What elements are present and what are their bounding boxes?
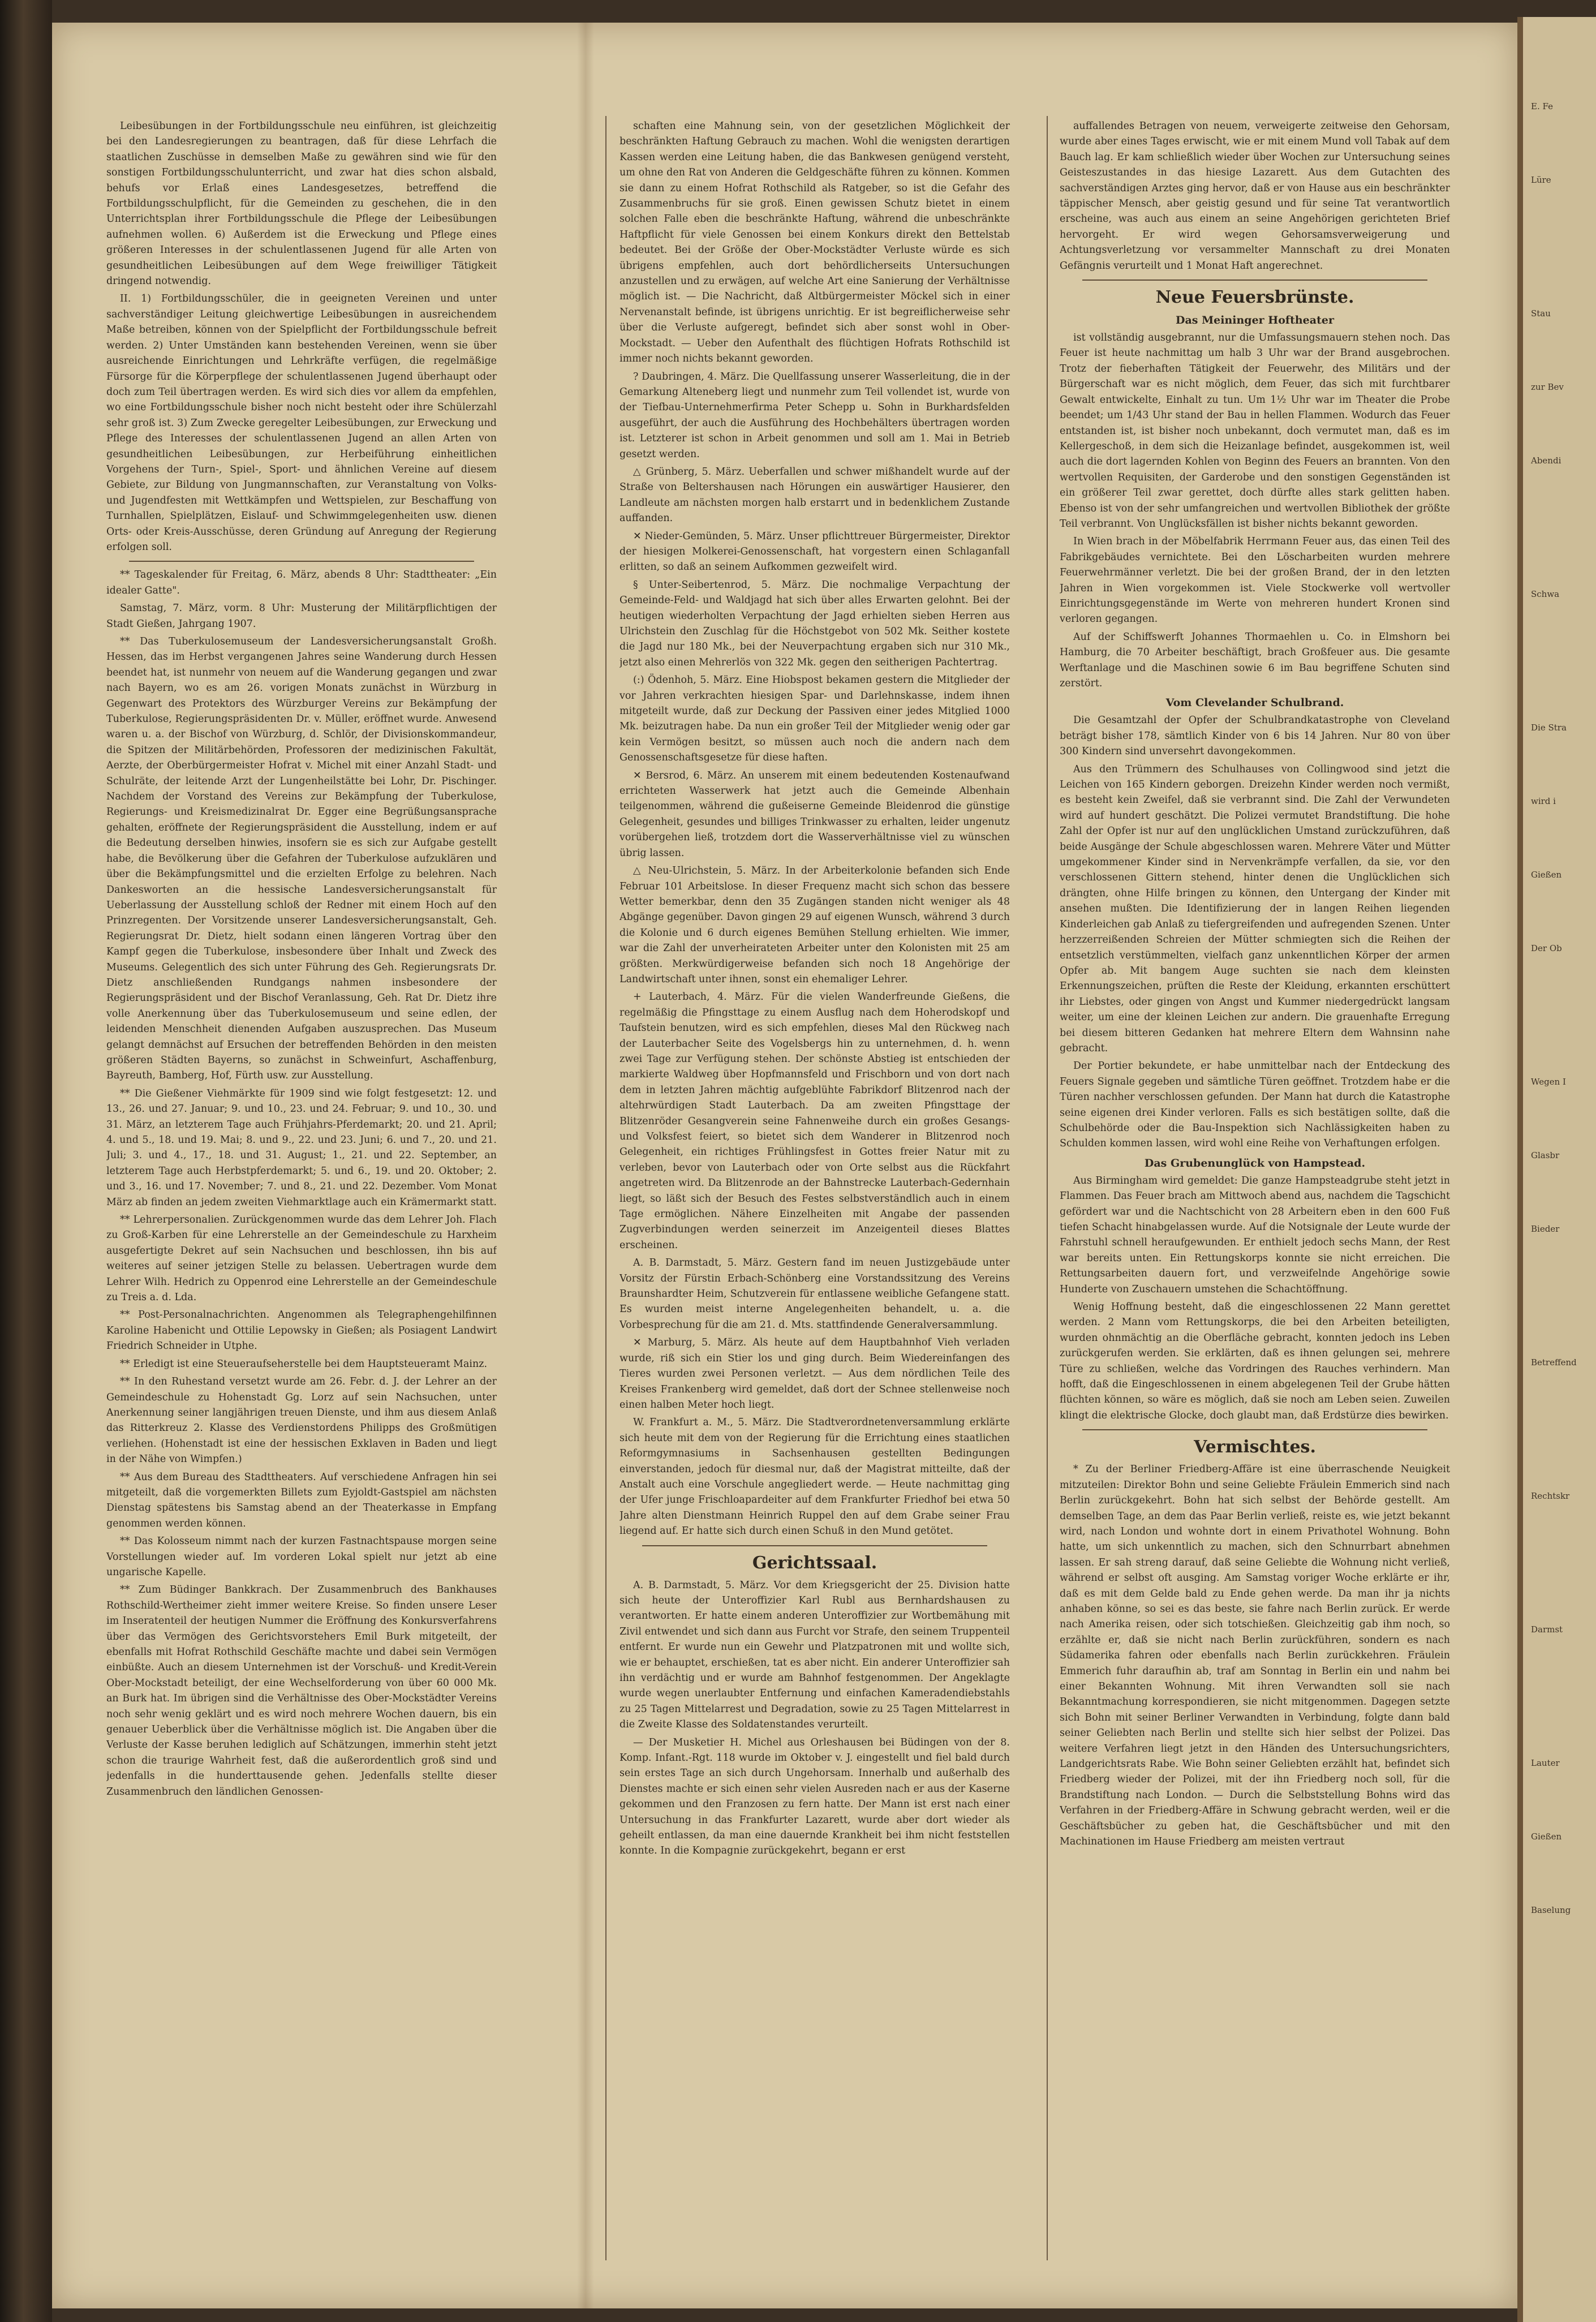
article-leibesuebungen: Leibesübungen in der Fortbildungsschule neu einführen, ist gleichzeitig bei den Landesregierungen zu beantragen, daß für diese Lehrfach die staatlichen Zuschüsse in demselben Maße zu gewähren sind wie für den sonstigen Fortbildungsschulunterricht, und zwar hat dies schon alsbald, behufs vor Erlaß eines Landesgesetzes, betreffend die Fortbildungsschulpflicht, für die Gemeinden zu geschehen, die in den Unterrichtsplan ihrer Fortbildungsschule die Pflege der Leibesübungen aufnehmen wollen. 6) Außerdem ist die Erweckung und Pflege eines größeren Interesses in der schulentlassenen Jugend für alle Arten von gesundheitlichen Leibesübungen auf dem Wege freiwilliger Tätigkeit dringend notwendig. (106, 121, 497, 287)
adjacent-page-fragment (1523, 1693, 1596, 1696)
column-1 (106, 119, 497, 2258)
article-cleveland-1: Die Gesamtzahl der Opfer der Schulbrandkatastrophe von Cleveland beträgt bisher 178, sämtlich Kinder von 6 bis 14 Jahren. Nur 80 von über 300 Kindern sind unversehrt davongekommen. (1060, 715, 1450, 758)
article-neu-ulrichstein: △ Neu-Ulrichstein, 5. März. In der Arbeiterkolonie befanden sich Ende Februar 101 Arbeitslose. In dieser Frequenz macht sich schon das bessere Wetter bemerkbar, denn den 35 Zugängen standen nicht weniger als 48 Abgänge gegenüber. Davon gingen 29 auf eigenen Wunsch, während 3 durch die Kolonie und 6 durch eigenes Bemühen Stellung erhielten. Wie immer, war die Zahl der unverheirateten Arbeiter unter den Kolonisten mit 25 am größten. Merkwürdigerweise befanden sich noch 18 Angehörige der Landwirtschaft unter ihnen, sonst ein ehemaliger Lehrer. (620, 865, 1010, 985)
article-cleveland-2: Aus den Trümmern des Schulhauses von Collingwood sind jetzt die Leichen von 165 Kindern geborgen. Dreizehn Kinder werden noch vermißt, es besteht kein Zweifel, daß sie verbrannt sind. Die Zahl der Verwundeten wird auf hundert geschätzt. Die Polizei vermutet Brandstiftung. Die hohe Zahl der Opfer ist nur auf den unglücklichen Umstand zurückzuführen, daß beide Ausgänge der Schule abgeschlossen waren. Mehrere Väter und Mütter umgekommener Kinder sind in Nervenkrämpfe verfallen, da sie, vor den verschlossenen Gittern stehend, hinter denen die Unglücklichen sich drängten, ohne Hilfe bringen zu können, den Untergang der Kinder mit ansehen mußten. Die Identifizierung der in langen Reihen liegenden Kinderleichen gab Anlaß zu tiefergreifenden und aufregenden Szenen. Unter herzzerreißenden Schreien der Mütter schmiegten sich die Reihen der entsetzlich verstümmelten, vielfach ganz unkenntlichen Körper der armen Opfer ab. Mit bangem Auge suchten sie nach dem kleinsten Erkennungszeichen, prüften die Reste der Kleidung, erkannten erschüttert ihr Liebstes, oder gingen von Angst und Kummer niedergedrückt langsam weiter, um eine der kleinen Leichen zur andern. Die grauenhafte Erregung bei diesem bitteren Gedanken hat mehrere Eltern dem Wahnsinn nahe gebracht. (1060, 763, 1450, 1054)
notice-tageskalender: ** Tageskalender für Freitag, 6. März, abends 8 Uhr: Stadttheater: „Ein idealer Gatte". (106, 569, 497, 596)
adjacent-page-fragment: Stau (1531, 308, 1551, 319)
separator (642, 1545, 987, 1546)
separator (1082, 280, 1427, 281)
adjacent-page-fragment: Lauter (1531, 1758, 1560, 1768)
adjacent-page-fragment: Die Stra (1531, 723, 1567, 733)
adjacent-page-fragment: Baselung (1531, 1905, 1571, 1915)
column-2 (620, 119, 1010, 2258)
column-3 (1060, 119, 1450, 2258)
adjacent-page-fragment: Betreffend (1531, 1357, 1577, 1368)
article-nieder-gemuenden: ✕ Nieder-Gemünden, 5. März. Unser pflichttreuer Bürgermeister, Direktor der hiesigen Molkerei-Genossenschaft, hat vorgestern einen Schlaganfall erlitten, so daß an seinem Aufkommen gezweifelt wird. (620, 530, 1010, 573)
article-hampstead-1: Aus Birmingham wird gemeldet: Die ganze Hampsteadgrube steht jetzt in Flammen. Das Feuer brach am Mittwoch abend aus, nachdem die Tagschicht gefördert war und die Nachtschicht von 28 Arbeitern eben in den 600 Fuß tiefen Schacht hinabgelassen wurde. Auf die Notsignale der Leute wurde der Fahrstuhl schnell heraufgewunden. Er enthielt jedoch sechs Mann, der Rest war bereits unten. Ein Rettungskorps konnte sie nicht erreichen. Die Rettungsarbeiten dauern fort, und verzweifelnde Angehörige sowie Hunderte von Zuschauern umstehen die Schachtöffnung. (1060, 1175, 1450, 1295)
adjacent-page-fragment: Gießen (1531, 870, 1562, 880)
article-cleveland-3: Der Portier bekundete, er habe unmittelbar nach der Entdeckung des Feuers Signale gegeben und sämtliche Türen geöffnet. Trotzdem habe er die Türen nachher verschlossen gefunden. Der Mann hat durch die Katastrophe seine eigenen drei Kinder verloren. Falls es sich bestätigen sollte, daß die Schulbehörde oder die Bau-Inspektion sich Nachlässigkeiten haben zu Schulden kommen lassen, wird wohl eine Reihe von Verhaftungen erfolgen. (1060, 1060, 1450, 1150)
subheading-cleveland: Vom Clevelander Schulbrand. (1165, 696, 1344, 710)
article-gruenberg: △ Grünberg, 5. März. Ueberfallen und schwer mißhandelt wurde auf der Straße von Beltershausen nach Hörungen ein auswärtiger Hausierer, den Landleute am nächsten morgen halb erstarrt und in bedenklichem Zustande auffanden. (620, 466, 1010, 524)
article-post-personal: ** Post-Personalnachrichten. Angenommen als Telegraphengehilfinnen Karoline Habenicht und Ottilie Lepowsky in Gießen; als Posiagent Landwirt Friedrich Schneider in Utphe. (106, 1309, 497, 1352)
section-heading-vermischtes: Vermischtes. (1194, 1437, 1316, 1457)
article-bankkrach: ** Zum Büdinger Bankkrach. Der Zusammenbruch des Bankhauses Rothschild-Wertheimer zieht immer weitere Kreise. So finden unsere Leser im Inseratenteil der heutigen Nummer die Eröffnung des Konkursverfahrens über das Vermögen des Gerichtsvorstehers Emil Burk mitgeteilt, der ebenfalls mit Hofrat Rothschild Geschäfte machte und dabei sein Vermögen einbüßte. Auch an diesem Unternehmen ist der Vorschuß- und Kredit-Verein Ober-Mockstadt beteiligt, der eine Wechselforderung von über 60 000 Mk. an Burk hat. Im übrigen sind die Verhältnisse des Ober-Mockstädter Vereins noch sehr wenig geklärt und es wird noch mehrere Wochen dauern, bis ein genauer Ueberblick über die Verhältnisse möglich ist. Die Angaben über die Verluste der Kasse beruhen lediglich auf Schätzungen, immerhin steht jetzt schon die traurige Wahrheit fest, daß die außerordentlich groß sind und jedenfalls in die hunderttausende gehen. Jedenfalls stellte dieser Zusammenbruch den ländlichen Genossen- (106, 1584, 497, 1798)
article-darmstadt: A. B. Darmstadt, 5. März. Gestern fand im neuen Justizgebäude unter Vorsitz der Fürstin Erbach-Schönberg eine Vorstandssitzung des Vereins Braunshardter Heim, Schutzverein für entlassene weibliche Gefangene statt. Es wurden meist interne Angelegenheiten behandelt, u. a. die Vorbesprechung für die am 21. d. Mts. stattfindende Generalversammlung. (620, 1257, 1010, 1331)
adjacent-page-fragment: Abendi (1531, 455, 1561, 466)
adjacent-page-fragment: wird i (1531, 796, 1556, 806)
adjacent-page-fragment: Wegen I (1531, 1077, 1566, 1087)
adjacent-page-fragment (1523, 524, 1596, 527)
article-kolosseum: ** Das Kolosseum nimmt nach der kurzen Fastnachtspause morgen seine Vorstellungen wieder auf. Im vorderen Lokal spielt nur jetzt ab eine ungarische Kapelle. (106, 1536, 497, 1578)
article-ruhestand: ** In den Ruhestand versetzt wurde am 26. Febr. d. J. der Lehrer an der Gemeindeschule zu Hohenstadt Gg. Lorz auf sein Nachsuchen, unter Anerkennung seiner langjährigen treuen Dienste, und ihm aus diesem Anlaß das Ritterkreuz 2. Klasse des Verdienstordens Philipps des Großmütigen verliehen. (Hohenstadt ist eine der hessischen Exklaven in Baden und liegt in der Nähe von Wimpfen.) (106, 1376, 497, 1465)
separator (129, 561, 474, 562)
adjacent-page-fragment: E. Fe (1531, 101, 1553, 111)
book-binding-left (0, 0, 52, 2322)
section-heading-gerichtssaal: Gerichtssaal. (752, 1553, 877, 1573)
article-musketier: — Der Musketier H. Michel aus Orleshausen bei Büdingen von der 8. Komp. Infant.-Rgt. 118 wurde im Oktober v. J. eingestellt und fiel bald durch sein erstes Tage an sich durch Ungehorsam. Innerhalb und außerhalb des Dienstes machte er sich einen sehr vielen Ausreden nach er aus der Kaserne gekommen und den Franzosen zu fern hatte. Der Mann ist erst nach einer Untersuchung in das Frankfurter Lazarett, wurde aber dort wieder als geheilt entlassen, da man eine dauernde Krankheit bei ihm nicht feststellen konnte. In die Kompagnie zurückgekehrt, begann er erst (620, 1736, 1010, 1857)
adjacent-page-fragment: Schwa (1531, 589, 1560, 599)
adjacent-page-fragment (1523, 657, 1596, 661)
article-marburg: ✕ Marburg, 5. März. Als heute auf dem Hauptbahnhof Vieh verladen wurde, riß sich ein Stier los und ging durch. Beim Wiedereinfangen des Tieres wurden zwei Personen verletzt. — Aus dem nördlichen Teile des Kreises Frankenberg wird gemeldet, daß dort der Schnee stellenweise noch einen halben Meter hoch liegt. (620, 1337, 1010, 1411)
article-friedberg-affaere: * Zu der Berliner Friedberg-Affäre ist eine überraschende Neuigkeit mitzuteilen: Direktor Bohn und seine Geliebte Fräulein Emmerich sind nach Berlin zurückgekehrt. Bohn hat sich selbst der Behörde gestellt. Am demselben Tage, an dem das Paar Berlin verließ, reiste es, wie jetzt bekannt wird, nach London und wohnte dort in einem Privathotel Wohnung. Bohn hatte, um sich unkenntlich zu machen, sich den Schnurrbart abnehmen lassen. Er sah streng darauf, daß seine Geliebte die Wohnung nicht verließ, während er selbst oft ausging. Am Samstag voriger Woche erklärte er ihr, daß es mit dem Gelde bald zu Ende gehen werde. Da man ihr ja nichts anhaben könne, so sei es das beste, sie fahre nach Berlin zurück. Er werde nach Amerika reisen, oder sich totschießen. Gleichzeitig gab ihm noch, so erzählte er, daß sie nicht nach Berlin zurückführen, sondern es nach Südamerika fahren oder ebenfalls nach Berlin zurückkehren. Fräulein Emmerich fuhr daraufhin ab, traf am Sonntag in Berlin ein und nahm bei einer Bekannten Wohnung. Mit ihren Verwandten soll sie nach Bekanntmachung korrespondieren, sie nicht mitgenommen. Dagegen setzte sich Bohn mit seiner Berliner Verwandten in Verbindung, folgte dann bald seiner Geliebten nach Berlin und stellte sich hier selbst der Polizei. Das weitere Verfahren liegt jetzt in den Händen des Untersuchungsrichters, Landgerichtsrats Rabe. Wie Bohn seiner Geliebten erzählt hat, befindet sich Friedberg wieder der Polizei, mit der ihn Friedberg noch soll, für die Brandstiftung nach London. — Durch die Selbststellung Bohns wird das Verfahren in der Friedberg-Affäre in Schwung gebracht werden, weil er die Geschäftsbücher zu geben hat, die Geschäftsbücher und mit den Machinationen im Hause Friedberg am meisten vertraut (1060, 1464, 1450, 1848)
article-wien-brand: In Wien brach in der Möbelfabrik Herrmann Feuer aus, das einen Teil des Fabrikgebäudes vernichtete. Bei den Löscharbeiten wurden mehrere Feuerwehrmänner verletzt. Die bei der großen Brand, der in den letzten Jahren in Wien vorgekommen ist. Viele Stockwerke voll wertvoller Einrichtungsgegenstände im Werte von mehreren hundert Kronen sind verloren gegangen. (1060, 536, 1450, 625)
article-daubringen: ? Daubringen, 4. März. Die Quellfassung unserer Wasserleitung, die in der Gemarkung Alteneberg liegt und nunmehr zum Teil vollendet ist, wurde von der Tiefbau-Unternehmerfirma Peter Schepp u. Sohn in Burkhardsfelden ausgeführt, der auch die Ausführung des Hochbehälters übertragen worden ist. Letzterer ist schon in Arbeit genommen und soll am 1. Mai in Betrieb gesetzt werden. (620, 371, 1010, 460)
article-fortbildungsschueler: II. 1) Fortbildungsschüler, die in geeigneten Vereinen und unter sachverständiger Leitung gleichwertige Leibesübungen in ausreichendem Maße betreiben, können von der Spielpflicht der Fortbildungsschule befreit werden. 2) Unter Umständen kann bestehenden Vereinen, wenn sie über ausreichende Einrichtungen und Lehrkräfte verfügen, die regelmäßige Fürsorge für die Körperpflege der schulentlassenen Jugend überhaupt oder doch zum Teil übertragen werden. Es wird sich dies vor allem da empfehlen, wo eine Fortbildungsschule bisher noch nicht besteht oder ihre Schülerzahl sehr groß ist. 3) Zum Zwecke geregelter Leibesübungen, zur Erweckung und Pflege des Interesses der schulentlassenen Jugend an allen Arten von gesundheitlichen Leibesübungen, zur Herbeiführung einheitlichen Vorgehens der Turn-, Spiel-, Sport- und ähnlichen Vereine auf diesem Gebiete, zur Bildung von Jungmannschaften, zur Veranstaltung von Volks- und Jugendfesten mit Wettkämpfen und Wettspielen, zur Beschaffung von Turnhallen, Spielplätzen, Eislauf- und Schwimmgelegenheiten usw. dienen Orts- oder Kreis-Ausschüsse, deren Gründung auf Anregung der Regierung erfolgen soll. (106, 293, 497, 553)
adjacent-page-fragment: Darmst (1531, 1624, 1563, 1635)
column-rule-1 (605, 116, 606, 2260)
subheading-meininger-hoftheater: Das Meininger Hoftheater (1176, 314, 1334, 327)
article-elmshorn-brand: Auf der Schiffswerft Johannes Thormaehlen u. Co. in Elmshorn bei Hamburg, die 70 Arbeiter beschäftigt, brach Großfeuer aus. Die gesamte Werftanlage und die Maschinen sowie 6 im Bau begriffene Schuten sind zerstört. (1060, 631, 1450, 689)
adjacent-page-edge (1517, 17, 1596, 2322)
article-musketier-cont: auffallendes Betragen von neuem, verweigerte zeitweise den Gehorsam, wurde aber eines Tages erwischt, wie er mit einem Mund voll Tabak auf dem Bauch lag. Er kam schließlich wieder über Wochen zur Untersuchung seines Geisteszustandes in das hiesige Lazarett. Aus dem Gutachten des sachverständigen Arztes ging hervor, daß er von Hause aus ein beschränkter täppischer Mensch, aber geistig gesund und für seine Tat verantwortlich erscheine, was auch aus einem an seine Angehörigen gerichteten Brief hervorgeht. Er wird wegen Gehorsamsverweigerung und Achtungsverletzung vor versammelter Mannschaft zu drei Monaten Gefängnis verurteilt und 1 Monat Haft angerechnet. (1060, 121, 1450, 272)
article-steueraufseher: ** Erledigt ist eine Steueraufseherstelle bei dem Hauptsteueramt Mainz. (120, 1358, 488, 1370)
article-stadttheater: ** Aus dem Bureau des Stadttheaters. Auf verschiedene Anfragen hin sei mitgeteilt, daß die vorgemerkten Billets zum Eyjoldt-Gastspiel am nächsten Dienstag spätestens bis Samstag abend an der Theaterkasse in Empfang genommen werden können. (106, 1471, 497, 1529)
adjacent-page-fragment: Der Ob (1531, 943, 1562, 953)
adjacent-page-fragment (1523, 1426, 1596, 1429)
adjacent-page-fragment (1523, 1012, 1596, 1015)
adjacent-page-fragment (1523, 1292, 1596, 1296)
article-unter-seibertenrod: § Unter-Seibertenrod, 5. März. Die nochmalige Verpachtung der Gemeinde-Feld- und Waldjagd hat sich über alles Erwarten gelohnt. Bei der heutigen wiederholten Verpachtung der Jagd erhielten sieben Herren aus Ulrichstein den Zuschlag für die Höchstgebot von 502 Mk. Seither kostete die Jagd nur 180 Mk., bei der Neuverpachtung ergaben sich nur 310 Mk., jetzt also einen Mehrerlös von 322 Mk. gegen den seitherigen Pachtertrag. (620, 579, 1010, 668)
adjacent-page-fragment: Bieder (1531, 1224, 1560, 1234)
page-crease (577, 23, 594, 2308)
article-meininger-hoftheater: ist vollständig ausgebrannt, nur die Umfassungsmauern stehen noch. Das Feuer ist heute nachmittag um halb 3 Uhr war der Brand ausgebrochen. Trotz der fieberhaften Tätigkeit der Feuerwehr, des Militärs und der Bürgerschaft war es nicht möglich, dem Feuer, das sich mit furchtbarer Gewalt entwickelte, Einhalt zu tun. Um 1½ Uhr war im Theater die Probe beendet; um 1/43 Uhr stand der Bau in hellen Flammen. Wodurch das Feuer entstanden ist, ist bisher noch unbekannt, doch vermutet man, daß es im Kellergeschoß, in dem sich die Heizanlage befindet, ausgekommen ist, weil auch die dort lagernden Kohlen von Beginn des Feuers an brannten. Von den wertvollen Requisiten, der Garderobe und den sonstigen Gegenständen ist ein größerer Teil zwar gerettet, doch dürfte alles stark gelitten haben. Ebenso ist von der sehr umfangreichen und wertvollen Bibliothek der größte Teil verbrannt. Von Unglücksfällen ist bisher nichts bekannt geworden. (1060, 332, 1450, 530)
article-frankfurt: W. Frankfurt a. M., 5. März. Die Stadtverordnetenversammlung erklärte sich heute mit dem von der Regierung für die Errichtung eines staatlichen Reformgymnasiums in Sachsenhausen gestellten Bedingungen einverstanden, jedoch für diesmal nur, daß der Magistrat mitteilte, daß der Anstalt auch eine Vorschule angegliedert werde. — Heute nachmittag ging der Ufer junge Frischloapardeiter auf dem Frankfurter Friedhof bei etwa 50 Jahre alten Dienstmann Heinrich Ruppel den auf dem Grabe seiner Frau liegend auf. Er hatte sich durch einen Schuß in den Mund getötet. (620, 1417, 1010, 1537)
article-lehrerpersonalien: ** Lehrerpersonalien. Zurückgenommen wurde das dem Lehrer Joh. Flach zu Groß-Karben für eine Lehrerstelle an der Gemeindeschule zu Harxheim ausgefertigte Dekret auf sein Nachsuchen und beschlossen, ihn bis auf weiteres auf seiner jetzigen Stelle zu belassen. Uebertragen wurde dem Lehrer Wilh. Hedrich zu Oppenrod eine Lehrerstelle an der Gemeindeschule zu Treis a. d. Lda. (106, 1214, 497, 1304)
subheading-hampstead: Das Grubenunglück von Hampstead. (1144, 1156, 1366, 1169)
adjacent-page-fragment: Rechtskr (1531, 1491, 1570, 1501)
adjacent-page-fragment (1523, 243, 1596, 247)
article-bankkrach-cont: schaften eine Mahnung sein, von der gesetzlichen Möglichkeit der beschränkten Haftung Gebrauch zu machen. Wohl die wenigsten derartigen Kassen werden eine Leitung haben, die das Bankwesen genügend versteht, um ohne den Rat von Anderen die Geldgeschäfte führen zu können. Kommen sie dann zu einem Hofrat Rothschild als Ratgeber, so ist die Gefahr des Zusammenbruchs für sie groß. Einen gewissen Schutz bietet in einem solchen Falle eben die beschränkte Haftung, während die unbeschränkte Haftpflicht für viele Genossen bei einem Konkurs direkt den Bettelstab bedeutet. Bei der Größe der Ober-Mockstädter Verluste würde es sich übrigens empfehlen, auch dort behördlicherseits Untersuchungen anzustellen und zu erwägen, auf welche Art eine Sanierung der Verhältnisse möglich ist. — Die Nachricht, daß Altbürgermeister Möckel sich in einer Nervenanstalt befinde, ist übrigens unrichtig. Er ist begreiflicherweise sehr über die Verluste aufgeregt, befindet sich aber sonst wohl in Ober-Mockstadt. — Ueber den Aufenthalt des flüchtigen Hofrats Rothschild ist immer noch nichts bekannt geworden. (620, 121, 1010, 365)
article-bersrod: ✕ Bersrod, 6. März. An unserem mit einem bedeutenden Kostenaufwand errichteten Wasserwerk hat jetzt auch die Gemeinde Albenhain teilgenommen, während die gußeiserne Gemeinde Bleidenrod die günstige Gelegenheit, gesundes und billiges Trinkwasser zu erhalten, leider ungenutz vorübergehen ließ, trotzdem dort die Wasserverhältnisse viel zu wünschen übrig lassen. (620, 769, 1010, 859)
adjacent-page-fragment: Glasbr (1531, 1150, 1560, 1160)
article-viehmaerkte: ** Die Gießener Viehmärkte für 1909 sind wie folgt festgesetzt: 12. und 13., 26. und 27. Januar; 9. und 10., 23. und 24. Februar; 9. und 10., 30. und 31. März, an letzterem Tage auch Frühjahrs-Pferdemarkt; 20. und 21. April; 4. und 5., 18. und 19. Mai; 8. und 9., 22. und 23. Juni; 6. und 7., 20. und 21. Juli; 3. und 4., 17., 18. und 31. August; 1., 21. und 22. September, an letzterem Tage auch Herbstpferdemarkt; 5. und 6., 19. und 20. Oktober; 2. und 3., 16. und 17. November; 7. und 8., 21. und 22. Dezember. Vom Monat März ab finden an jedem zweiten Viehmarktlage auch ein Krämermarkt statt. (106, 1087, 497, 1208)
separator (1082, 1429, 1427, 1430)
adjacent-page-fragment: Gießen (1531, 1831, 1562, 1842)
column-rule-2 (1047, 116, 1048, 2260)
adjacent-page-fragment: zur Bev (1531, 382, 1564, 392)
article-kriegsgericht: A. B. Darmstadt, 5. März. Vor dem Kriegsgericht der 25. Division hatte sich heute der Unteroffizier Karl Rubl aus Bernhardshausen zu verantworten. Er hatte einem anderen Unteroffizier zur Wortbemähung mit Zivil entwendet und sich dann aus Furcht vor Strafe, den seinem Truppenteil entfernt. Er wurde nun ein Gewehr und Platzpatronen mit und wollte sich, wie er behauptet, erschießen, tat es aber nicht. Ein anderer Unteroffizier sah ihn verdächtig und er wurde am Bahnhof festgenommen. Der Angeklagte wurde wegen unerlaubter Entfernung und einfachen Kameradendiebstahls zu 25 Tagen Mittelarrest und Degradation, sowie zu 25 Tagen Mittelarrest in die Zweite Klasse des Soldatenstandes verurteilt. (620, 1579, 1010, 1731)
section-heading-feuersbruenste: Neue Feuersbrünste. (1155, 287, 1354, 308)
article-tuberkulosemuseum: ** Das Tuberkulosemuseum der Landesversicherungsanstalt Großh. Hessen, das im Herbst vergangenen Jahres seine Wanderung durch Hessen beendet hat, ist nunmehr von neuem auf die Wanderung gegangen und zwar nach Bayern, wo es am 26. vorigen Monats zunächst in Würzburg in Gegenwart des Protektors des Würzburger Vereins zur Bekämpfung der Tuberkulose, Regierungspräsidenten Dr. v. Müller, eröffnet wurde. Anwesend waren u. a. der Bischof von Würzburg, d. Schlör, der Divisionskommandeur, die Spitzen der Militärbehörden, Professoren der medizinischen Fakultät, Aerzte, der Oberbürgermeister Hofrat v. Michel mit einer Anzahl Stadt- und Schulräte, der leitende Arzt der Lungenheilstätte bei Lohr, Dr. Pischinger. Nachdem der Vorstand des Vereins zur Bekämpfung der Tuberkulose, Regierungs- und Kreismedizinalrat Dr. Egger eine Begrüßungsansprache gehalten, eröffnete der Regierungspräsident die Ausstellung, indem er auf die Bedeutung derselben hinwies, insofern sie es sich zur Aufgabe gestellt habe, die Bevölkerung über die Gefahren der Tuberkulose aufzuklären und über die Bekämpfungsmittel und die erzielten Erfolge zu belehren. Nach Dankesworten an die hessische Landesversicherungsanstalt für Ueberlassung der Ausstellung schloß der Redner mit einem Hoch auf den Prinzregenten. Der Vorsitzende unserer Landesversicherungsanstalt, Geh. Regierungsrat Dr. Dietz, hielt sodann einen längeren Vortrag über den Kampf gegen die Tuberkulose, insbesondere über Inhalt und Zweck des Museums. Gelegentlich des sich unter Führung des Geh. Regierungsrats Dr. Dietz anschließenden Rundgangs nahmen insbesondere der Regierungspräsident und der Bischof Veranlassung, Geh. Rat Dr. Dietz ihre volle Anerkennung über das Tuberkulosemuseum und seine edlen, der leidenden Menschheit dienenden Aufgaben auszusprechen. Das Museum gelangt demnächst auf Ersuchen der betreffenden Behörden in den meisten größeren Städten Bayerns, so zunächst in Schweinfurt, Aschaffenburg, Bayreuth, Bamberg, Hof, Fürth usw. zur Ausstellung. (106, 636, 497, 1082)
adjacent-page-fragment: Lüre (1531, 175, 1551, 185)
article-oedenhoh: (:) Ödenhoh, 5. März. Eine Hiobspost bekamen gestern die Mitglieder der vor Jahren verkrachten hiesigen Spar- und Darlehnskasse, indem ihnen mitgeteilt wurde, daß zur Deckung der Passiven einer jedes Mitglied 1000 Mk. beizutragen habe. Da nun ein großer Teil der Mitglieder wenig oder gar kein Vermögen besitzt, so müssen auch noch die andern nach dem Genossenschaftsgesetze für diese haften. (620, 674, 1010, 764)
notice-musterung: Samstag, 7. März, vorm. 8 Uhr: Musterung der Militärpflichtigen der Stadt Gießen, Jahrgang 1907. (106, 603, 497, 630)
article-lauterbach: + Lauterbach, 4. März. Für die vielen Wanderfreunde Gießens, die regelmäßig die Pfingsttage zu einem Ausflug nach dem Hoherodskopf und Taufstein benutzen, wird es sich empfehlen, dieses Mal den Rückweg nach der Lauterbacher Seite des Vogelsbergs hin zu unternehmen, d. h. wenn zwei Tage zur Verfügung stehen. Der schönste Abstieg ist entschieden der markierte Waldweg über Hopfmannsfeld und Frischborn und von dort nach dem in letzten Jahren mächtig aufgeblühte Fabrikdorf Blitzenrod nach der altehrwürdigen Stadt Lauterbach. Da am zweiten Pfingsttage der Blitzenröder Gesangverein seine Fahnenweihe durch ein großes Gesangs- und Volksfest feiert, so bietet sich dem Wanderer in Blitzenrod noch Gelegenheit, ein richtiges Frühlingsfest in Gottes freier Natur mit zu verleben, bevor von Lauterbach oder von Orte selbst aus die Rückfahrt angetreten wird. Da Blitzenrode an der Bahnstrecke Lauterbach-Gedernhain liegt, so läßt sich der Besuch des Festes selbstverständlich auch in einem Tage ermöglichen. Nähere Einzelheiten mit Angabe der passenden Zugverbindungen werden seinerzeit im Anzeigenteil dieses Blattes erscheinen. (620, 991, 1010, 1251)
article-hampstead-2: Wenig Hoffnung besteht, daß die eingeschlossenen 22 Mann gerettet werden. 2 Mann vom Rettungskorps, die bei den Arbeiten beteiligten, wurden ohnmächtig an die Oberfläche gebracht, konnten jedoch ins Leben zurückgerufen werden. Sie erklärten, daß es ihnen gelungen sei, mehrere Türe zu schließen, welche das Vordringen des Rauches verhindern. Man hofft, daß die Eingeschlossenen in einem abgelegenen Teil der Grube hätten flüchten können, so wäre es möglich, daß sie noch am Leben seien. Zuweilen klingt die elektrische Glocke, doch glaubt man, daß Erdstürze dies bewirken. (1060, 1301, 1450, 1421)
adjacent-page-fragment (1523, 1559, 1596, 1563)
